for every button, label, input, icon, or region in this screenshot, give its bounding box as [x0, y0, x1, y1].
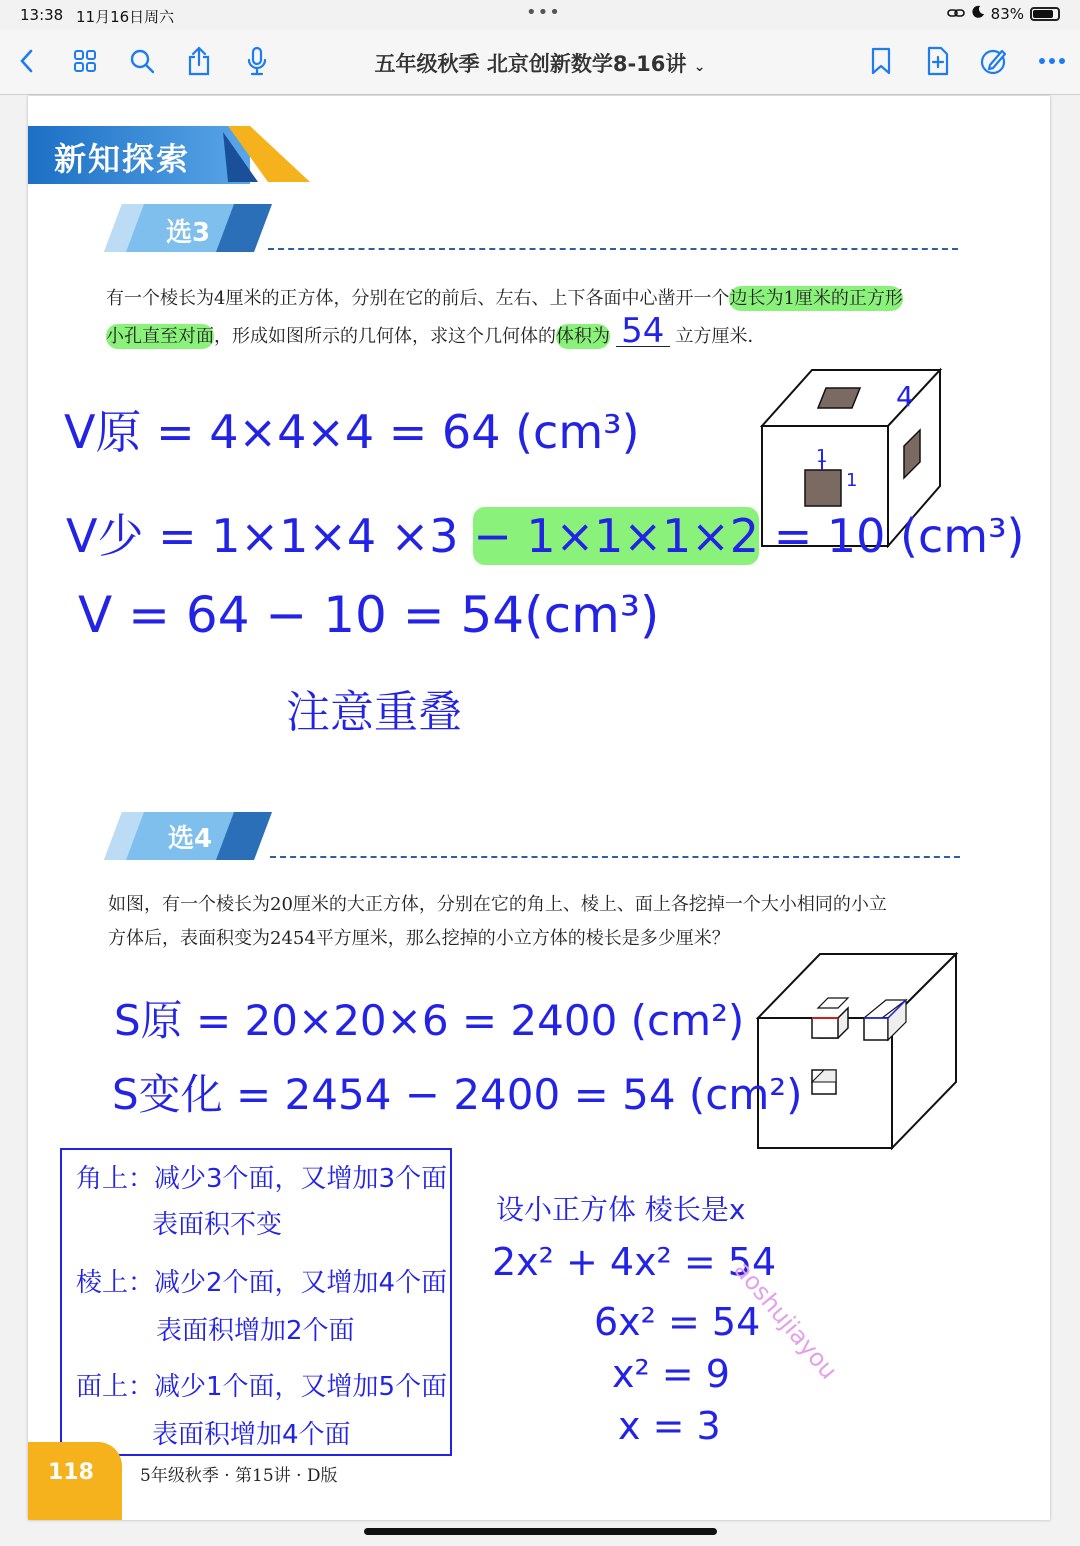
edge-label: 4	[896, 380, 914, 413]
status-date: 11月16日周六	[76, 8, 175, 26]
box-row-face-result: 表面积增加4个面	[152, 1420, 351, 1450]
moon-icon	[971, 5, 985, 23]
problem-4-text	[108, 888, 988, 956]
document-title[interactable]	[340, 48, 740, 78]
document-title-text: 五年级秋季 北京创新数学8-16讲	[374, 52, 687, 76]
problem-4-line-2: 方体后，表面积变为2454平方厘米，那么挖掉的小立方体的棱长是多少厘米？	[108, 928, 730, 949]
chevron-down-icon: ⌄	[693, 59, 706, 75]
answer-blank: 54	[616, 316, 670, 347]
exercise-tag-3-label: 选3	[166, 218, 211, 248]
equation-step-2: 6x² = 54	[594, 1300, 761, 1344]
bookmark-icon[interactable]	[864, 44, 898, 78]
share-icon[interactable]	[182, 44, 216, 78]
problem-4-line-1: 如图，有一个棱长为20厘米的大正方体，分别在它的角上、棱上、面上各挖掉一个大小相同的小立	[108, 894, 887, 915]
problem-3-text	[106, 282, 986, 354]
problem-3-line-2: 小孔直至对面，形成如图所示的几何体，求这个几何体的体积为 54 立方厘米．	[106, 311, 766, 351]
box-row-corner-result: 表面积不变	[152, 1210, 283, 1240]
status-time: 13:38	[20, 6, 64, 24]
handwritten-line-2: S变化 = 2454 − 2400 = 54 (cm²)	[112, 1070, 803, 1119]
microphone-icon[interactable]	[240, 44, 274, 78]
box-row-face: 面上：减少1个面，又增加5个面	[76, 1372, 448, 1402]
link-icon	[947, 5, 965, 23]
highlight: 边长为1厘米的正方形	[729, 288, 903, 309]
status-bar	[0, 0, 1080, 30]
handwritten-line-1: V原 = 4×4×4 = 64 (cm³)	[64, 405, 640, 459]
page-footer: 5年级秋季 · 第15讲 · D版	[140, 1466, 338, 1486]
section-title: 新知探索	[54, 140, 191, 178]
multitask-dots-icon[interactable]: •••	[526, 2, 561, 23]
equation-setup: 设小正方体 棱长是x	[496, 1193, 746, 1226]
highlight: − 1×1×1×2	[473, 509, 760, 563]
highlight: 小孔直至对面	[106, 326, 214, 347]
handwritten-line-2: V少 = 1×1×4 ×3 − 1×1×1×2 = 10 (cm³)	[66, 509, 1025, 563]
highlight: 体积为	[556, 326, 610, 347]
document-page	[28, 96, 1050, 1520]
divider	[268, 248, 958, 250]
exercise-tag-4-label: 选4	[168, 824, 213, 854]
handwritten-line-1: S原 = 20×20×6 = 2400 (cm²)	[114, 996, 745, 1045]
divider	[270, 856, 960, 858]
equation-step-1: 2x² + 4x² = 54	[492, 1240, 777, 1284]
battery-percent: 83%	[990, 5, 1024, 23]
hole-label-side: 1	[846, 470, 858, 491]
home-indicator[interactable]	[364, 1528, 717, 1535]
search-icon[interactable]	[125, 44, 159, 78]
handwritten-line-3: V = 64 − 10 = 54(cm³)	[78, 586, 660, 644]
add-page-icon[interactable]	[921, 44, 955, 78]
hole-label-top: 1	[816, 446, 828, 467]
box-row-edge-result: 表面积增加2个面	[156, 1316, 355, 1346]
cube-cutouts-figure	[756, 952, 960, 1152]
equation-step-3: x² = 9	[612, 1352, 730, 1396]
page-number: 118	[48, 1460, 94, 1485]
handwritten-note: 注意重叠	[286, 687, 462, 738]
toolbar	[0, 30, 1080, 95]
watermark: aoshujiayou	[728, 1256, 843, 1385]
pencil-edit-icon[interactable]	[977, 44, 1011, 78]
box-row-corner: 角上：减少3个面，又增加3个面	[76, 1164, 448, 1194]
battery-icon	[1030, 7, 1060, 21]
equation-answer: x = 3	[618, 1404, 721, 1448]
box-row-edge: 棱上：减少2个面，又增加4个面	[76, 1268, 448, 1298]
grid-icon[interactable]	[68, 44, 102, 78]
more-icon[interactable]	[1035, 44, 1069, 78]
problem-3-line-1: 有一个棱长为4厘米的正方体，分别在它的前后、左右、上下各面中心凿开一个边长为1厘米的正方形	[106, 288, 903, 309]
back-chevron-icon[interactable]	[10, 44, 44, 78]
